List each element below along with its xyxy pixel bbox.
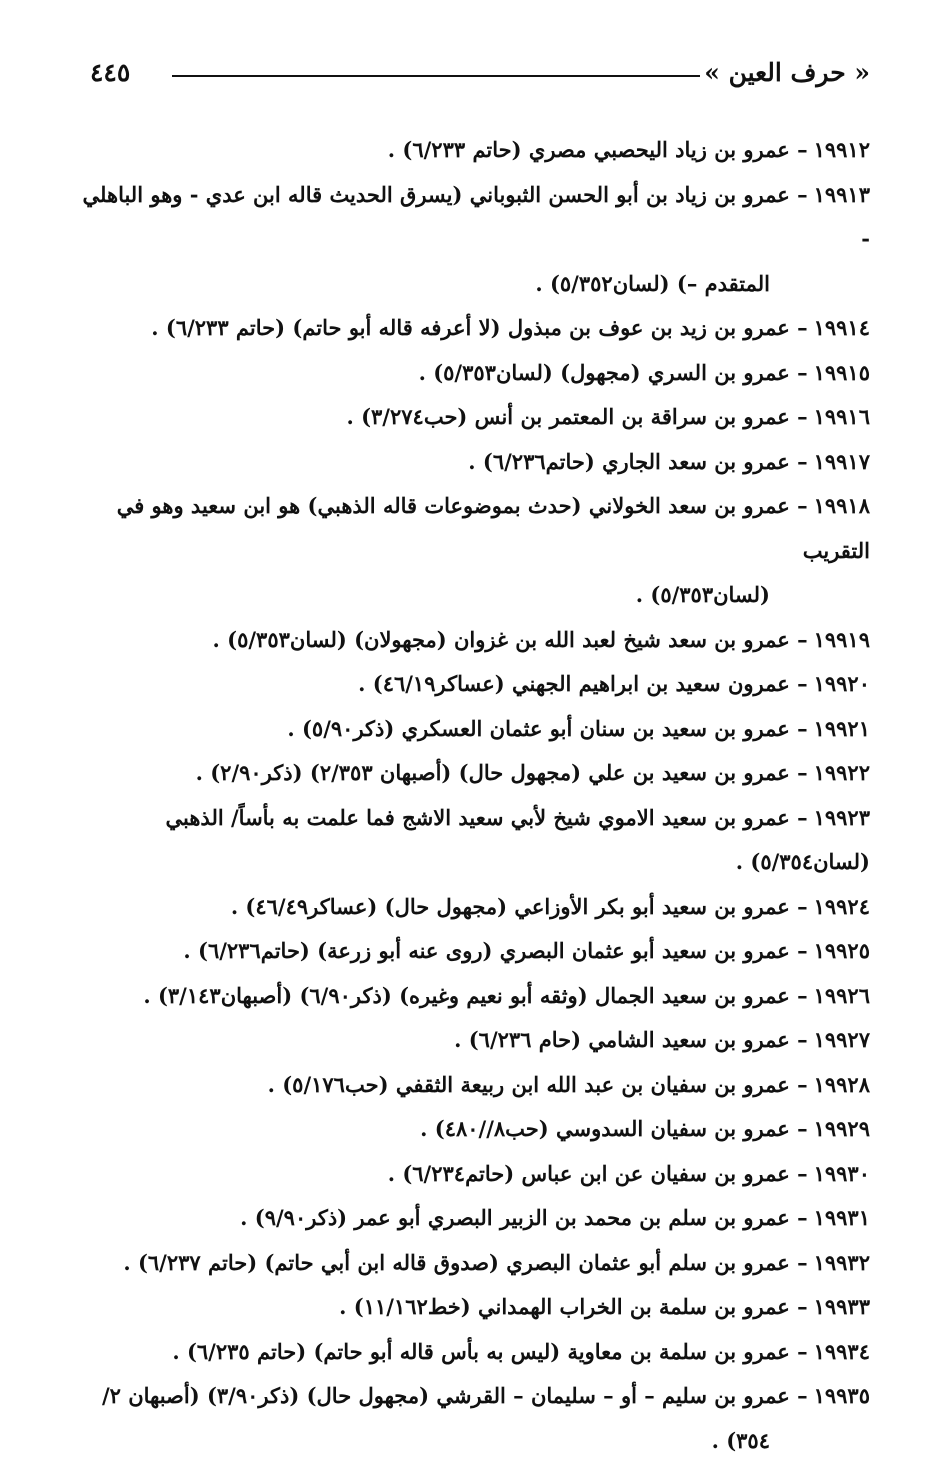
entry-number: ١٩٩١٧ [814,449,870,474]
entry [70,1063,870,1108]
entry-number: ١٩٩٢٤ [814,894,870,919]
entry-number: ١٩٩١٨ [814,493,870,518]
entry-text: – عمرو بن سعيد أبو عثمان البصري (روى عنه أبو زرعة) (حاتم٦/٢٣٦) . [183,938,807,963]
entry-continuation: (لسان٥/٣٥٣) . [70,573,870,618]
entry-number: ١٩٩١٥ [814,360,870,385]
entry [70,707,870,752]
entry-text: – عمرو بن سفيان السدوسي (حب٨//٤٨٠) . [420,1116,807,1141]
entry-number: ١٩٩٣٠ [814,1161,870,1186]
entry-text: – عمرو بن سلم بن محمد بن الزبير البصري أبو عمر (ذكر٩/٩٠) . [240,1205,807,1230]
entry-text: – عمرو بن سعد الجاري (حاتم٦/٢٣٦) . [468,449,807,474]
entry-text: – عمرو بن سعيد الاموي شيخ لأبي سعيد الاشج فما علمت به بأساً/ الذهبي (لسان٥/٣٥٤) . [166,805,870,875]
entry-number: ١٩٩١٣ [814,182,870,207]
entry-text: – عمرو بن سليم – أو – سليمان – القرشي (مجهول حال) (ذكر٣/٩٠) (أصبهان ٢/ [102,1383,808,1408]
entry [70,662,870,707]
entry-number: ١٩٩٣١ [814,1205,870,1230]
entry [70,128,870,173]
entry-number: ١٩٩٢٦ [814,983,870,1008]
entry-continuation: ٣٥٤) . [70,1419,870,1463]
entry [70,974,870,1019]
entry-text: – عمرو بن سراقة بن المعتمر بن أنس (حب٣/٢٧٤) . [346,404,807,429]
entry-text: – عمرو بن سعد الخولاني (حدث بموضوعات قاله الذهبي) هو ابن سعيد وهو في التقريب [117,493,870,563]
entry-number: ١٩٩٣٥ [814,1383,870,1408]
entry-number: ١٩٩١٩ [814,627,870,652]
entry-text: – عمرو بن سعد شيخ لعبد الله بن غزوان (مجهولان) (لسان٥/٣٥٣) . [213,627,808,652]
entry-number: ١٩٩٢٧ [814,1027,870,1052]
entry [70,1374,870,1419]
entry-number: ١٩٩٣٣ [814,1294,870,1319]
entry-number: ١٩٩٢١ [814,716,870,741]
entry [70,440,870,485]
entry [70,395,870,440]
entry [70,351,870,396]
entry [70,885,870,930]
entry [70,173,870,262]
entry-text: – عمرو بن سعيد بن علي (مجهول حال) (أصبهان ٢/٣٥٣) (ذكر٢/٩٠) . [196,760,808,785]
entry-text: – عمرون سعيد بن ابراهيم الجهني (عساكر٤٦/١٩) . [358,671,807,696]
entry-text: – عمرو بن زيد بن عوف بن مبذول (لا أعرفه قاله أبو حاتم) (حاتم ٦/٢٣٣) . [151,315,807,340]
entry-text: – عمرو بن سلمة بن معاوية (ليس به بأس قاله أبو حاتم) (حاتم ٦/٢٣٥) . [172,1339,807,1364]
page-header [90,58,870,98]
entry-number: ١٩٩٢٠ [814,671,870,696]
entry-text: – عمرو بن زياد اليحصبي مصري (حاتم ٦/٢٣٣) . [388,137,808,162]
entry [70,1018,870,1063]
header-rule [172,75,700,77]
entry-text: – عمرو بن زياد بن أبو الحسن الثبوباني (يسرق الحديث قاله ابن عدي - وهو الباهلي - [83,182,870,252]
entry-text: – عمرو بن سفيان عن ابن عباس (حاتم٦/٢٣٤) . [388,1161,808,1186]
entry [70,929,870,974]
entry-number: ١٩٩٢٨ [814,1072,870,1097]
entry-number: ١٩٩٢٢ [814,760,870,785]
entry-text: – عمرو بن سعيد بن سنان أبو عثمان العسكري (ذكر٥/٩٠) . [287,716,807,741]
entry-number: ١٩٩٣٢ [814,1250,870,1275]
entry [70,618,870,663]
entry [70,1285,870,1330]
entry-text: – عمرو بن سفيان بن عبد الله ابن ربيعة الثقفي (حب٥/١٧٦) . [268,1072,808,1097]
entry [70,1241,870,1286]
entry [70,1152,870,1197]
entry-number: ١٩٩٢٩ [814,1116,870,1141]
entry [70,751,870,796]
entry-text: – عمرو بن السري (مجهول) (لسان٥/٣٥٣) . [419,360,808,385]
entry [70,306,870,351]
entry [70,1330,870,1375]
entry-text: – عمرو بن سلم أبو عثمان البصري (صدوق قاله ابن أبي حاتم) (حاتم ٦/٢٣٧) . [123,1250,807,1275]
entry-number: ١٩٩٢٣ [814,805,870,830]
entry-number: ١٩٩١٤ [814,315,870,340]
entry [70,484,870,573]
entry-text: – عمرو بن سلمة بن الخراب الهمداني (خط١١/١٦٢) . [339,1294,807,1319]
entry-list [70,128,870,1463]
entry-text: – عمرو بن سعيد الشامي (حام ٦/٢٣٦) . [454,1027,807,1052]
chapter-title: « حرف العين » [704,58,870,87]
page-number: ٤٤٥ [90,58,130,87]
entry [70,1196,870,1241]
entry-number: ١٩٩١٢ [814,137,870,162]
entry-number: ١٩٩٢٥ [814,938,870,963]
entry-text: – عمرو بن سعيد أبو بكر الأوزاعي (مجهول حال) (عساكر٤٦/٤٩) . [231,894,808,919]
entry-continuation: المتقدم –) (لسان٥/٣٥٢) . [70,262,870,307]
entry-number: ١٩٩٣٤ [814,1339,870,1364]
entry [70,1107,870,1152]
entry [70,796,870,885]
entry-text: – عمرو بن سعيد الجمال (وثقه أبو نعيم وغيره) (ذكر٦/٩٠) (أصبهان٣/١٤٣) . [143,983,807,1008]
entry-number: ١٩٩١٦ [814,404,870,429]
